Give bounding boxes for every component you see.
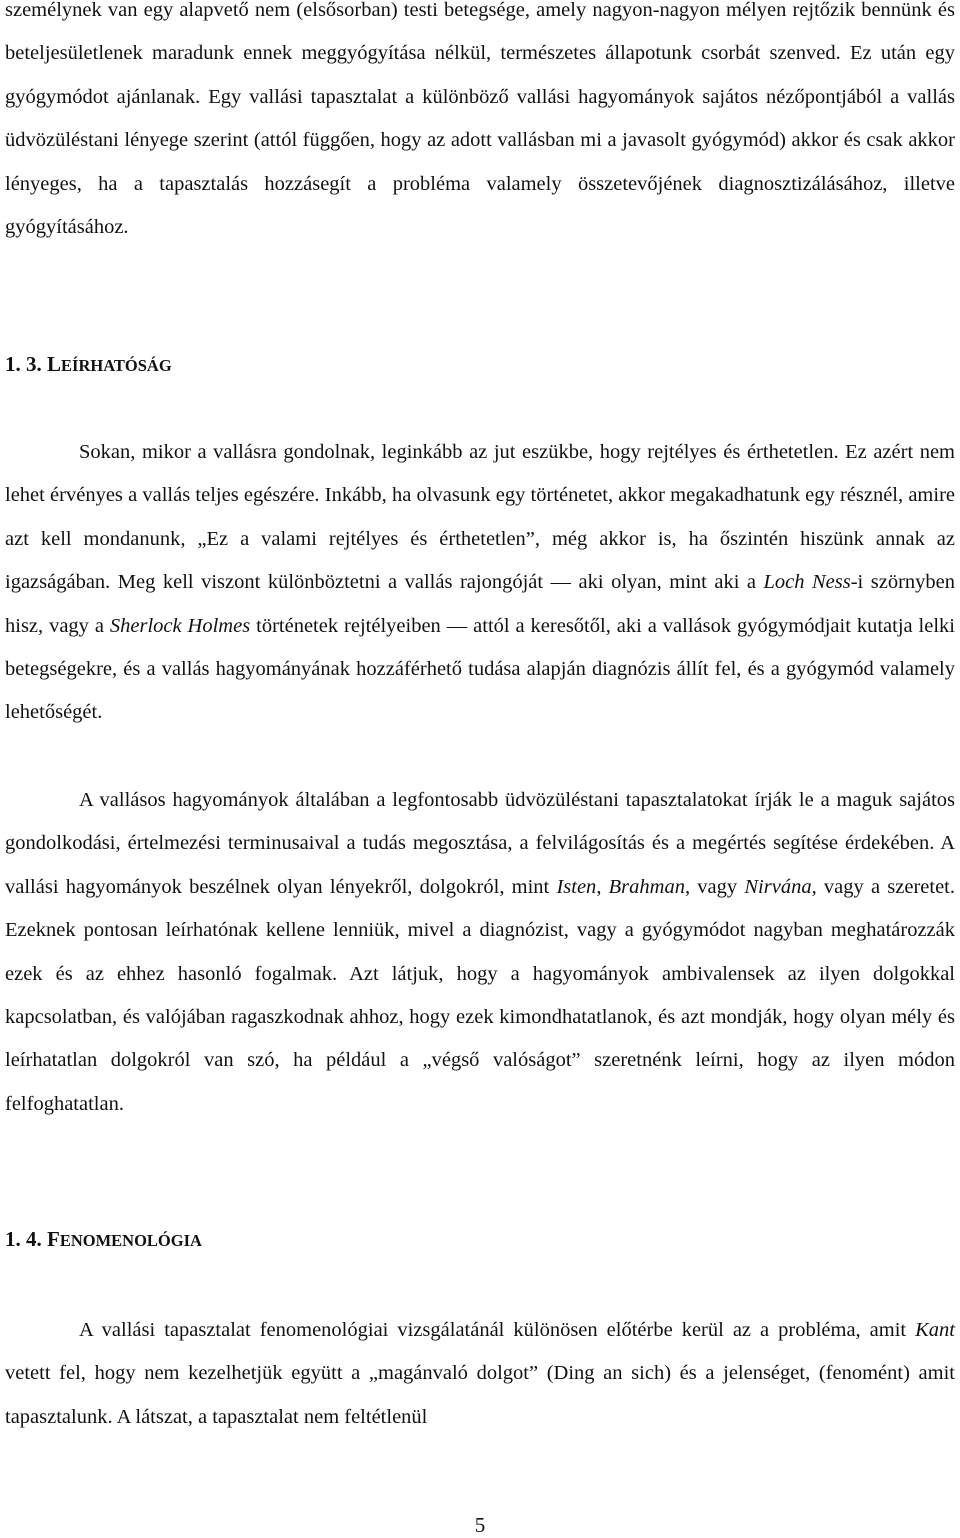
section-title-rest: EÍRHATÓSÁG	[61, 356, 172, 375]
italic-term: Kant	[915, 1319, 955, 1341]
section-title-rest: ENOMENOLÓGIA	[59, 1231, 202, 1250]
page-number: 5	[474, 1513, 486, 1537]
italic-term: Sherlock Holmes	[109, 614, 251, 637]
section-number: 1. 4.	[5, 1227, 47, 1251]
section-heading-1-4	[5, 1224, 202, 1256]
italic-term: Brahman	[608, 875, 685, 898]
paragraph-fenomenologia-1: A vallási tapasztalat fenomenológiai vizsgálatánál különösen előtérbe kerül az a probléma, amit Kant vetett fel, hogy nem kezelhetjük együtt a „magánvaló dolgot” (Ding an sich) és a jelenséget, (fenomént) amit tapasztalunk. A látszat, a tapasztalat nem feltétlenül	[5, 1319, 955, 1428]
italic-term: Nirvána	[744, 875, 812, 898]
section-number: 1. 3.	[5, 352, 47, 376]
section-heading-1-3	[5, 349, 172, 381]
paragraph-continued: személynek van egy alapvető nem (elsősorban) testi betegsége, amely nagyon-nagyon mélyen rejtőzik bennünk és beteljesületlenek maradunk ennek meggyógyítása nélkül, természetes állapotunk csorbát szenved. Ez után egy gyógymódot ajánlanak. Egy vallási tapasztalat a különböző vallási hagyományok sajátos nézőpontjából a vallás üdvözüléstani lényege szerint (attól függően, hogy az adott vallásban mi a javasolt gyógymód) akkor és csak akkor lényeges, ha a tapasztalás hozzásegít a probléma valamely összetevőjének diagnosztizálásához, illetve gyógyításához.	[5, 0, 955, 239]
section-title-initial: F	[47, 1227, 60, 1251]
italic-term: Isten	[556, 875, 597, 898]
paragraph-leirhatosag-1: Sokan, mikor a vallásra gondolnak, leginkább az jut eszükbe, hogy rejtélyes és érthetetlen. Ez azért nem lehet érvényes a vallás teljes egészére. Inkább, ha olvasunk egy történetet, akkor megakadhatunk egy résznél, amire azt kell mondanunk, „Ez a valami rejtélyes és érthetetlen”, még akkor is, ha őszintén hiszünk annak az igazságában. Meg kell viszont különböztetni a vallás rajongóját — aki olyan, mint aki a Loch Ness-i szörnyben hisz, vagy a Sherlock Holmes történetek rejtélyeiben — attól a keresőtől, aki a vallások gyógymódjait kutatja lelki betegségekre, és a vallás hagyományának hozzáférhető tudása alapján diagnózis állít fel, és a gyógymód valamely lehetőségét.	[5, 441, 956, 724]
italic-term: Loch Ness	[763, 571, 851, 594]
section-title-initial: L	[47, 352, 62, 376]
paragraph-leirhatosag-2: A vallásos hagyományok általában a legfontosabb üdvözüléstani tapasztalatokat írják le a maguk sajátos gondolkodási, értelmezési terminusaival a tudás megosztása, a felvilágosítás és a megértés segítése érdekében. A vallási hagyományok beszélnek olyan lényekről, dolgokról, mint Isten, Brahman, vagy Nirvána, vagy a szeretet. Ezeknek pontosan leírhatónak kellene lenniük, mivel a diagnózist, vagy a gyógymódot nagyban meghatározzák ezek és az ehhez hasonló fogalmak. Azt látjuk, hogy a hagyományok ambivalensek az ilyen dolgokkal kapcsolatban, és valójában ragaszkodnak ahhoz, hogy ezek kimondhatatlanok, és azt mondják, hogy olyan mély és leírhatatlan dolgokról van szó, ha például a „végső valóságot” szeretnénk leírni, hogy az ilyen módon felfoghatatlan.	[5, 789, 955, 1115]
